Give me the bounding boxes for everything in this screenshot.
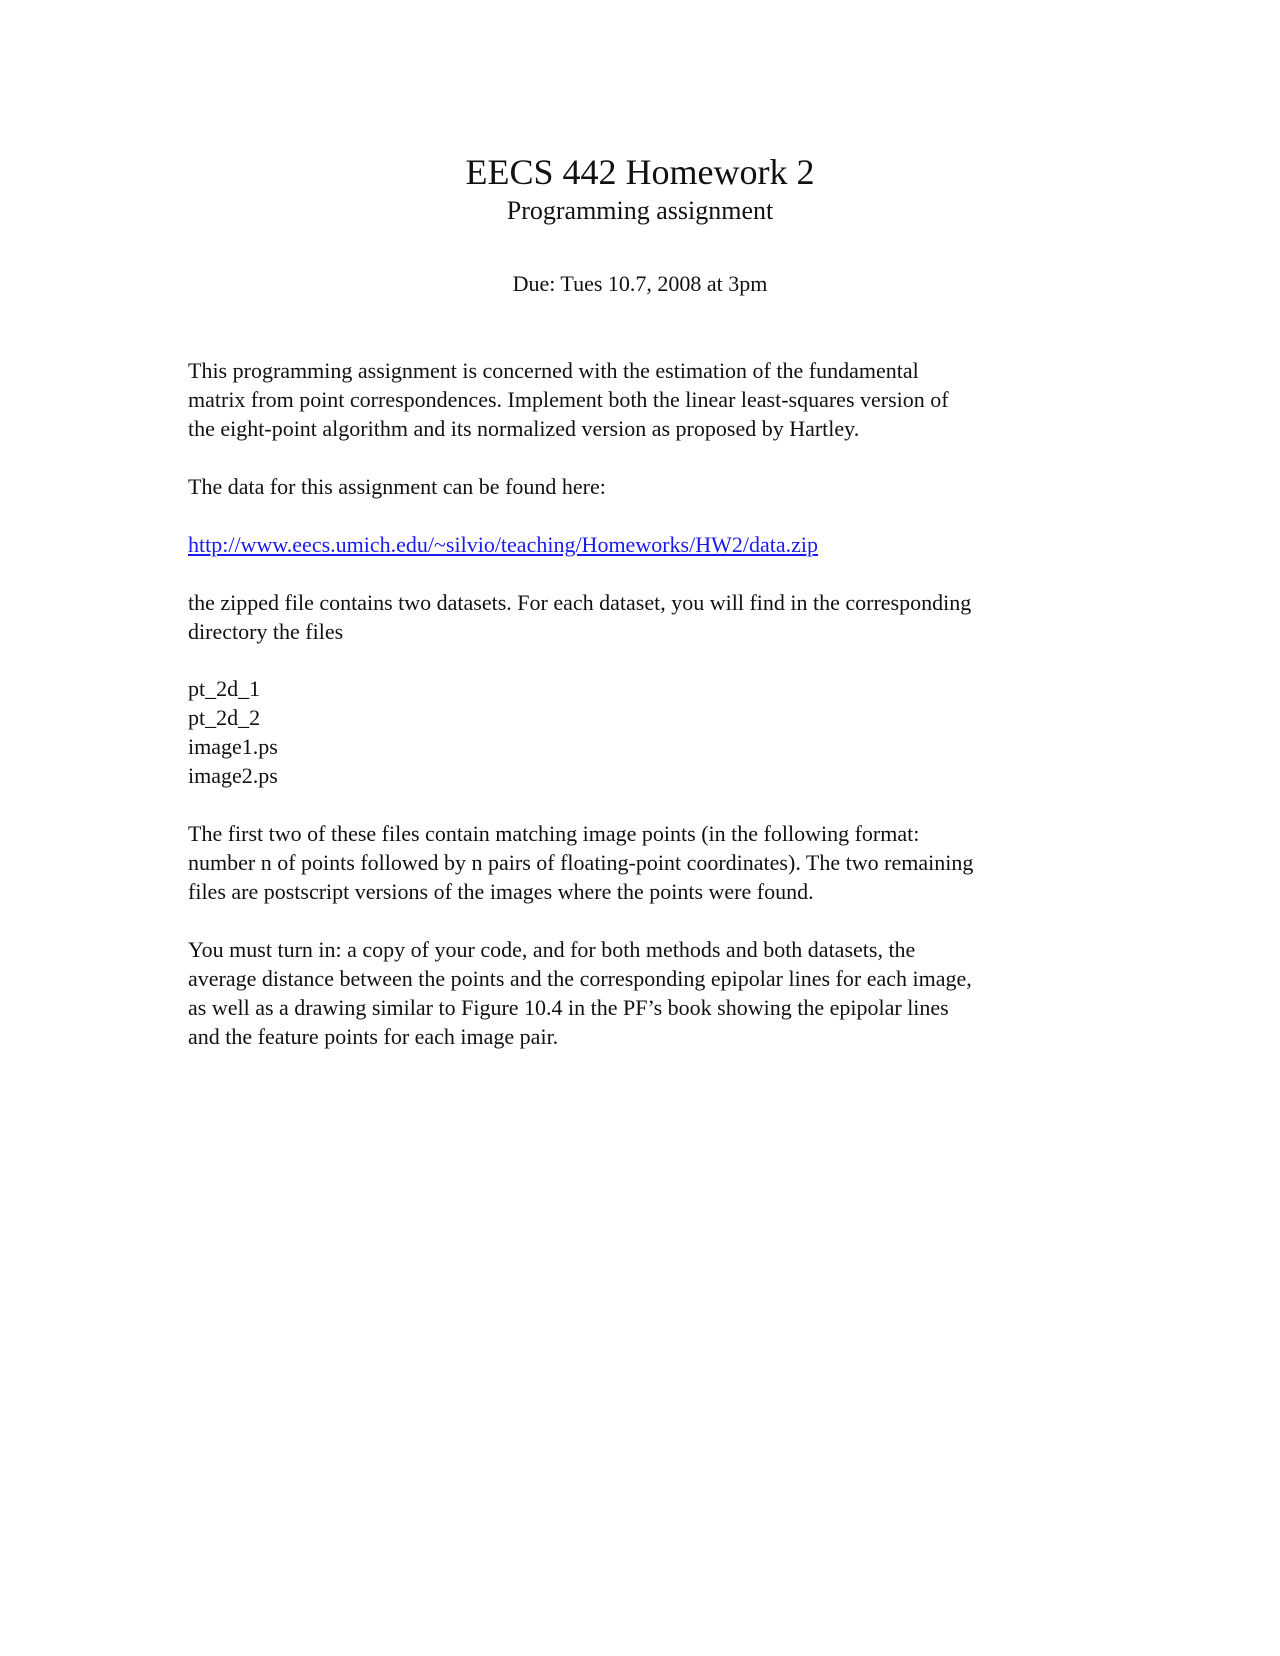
format-line: files are postscript versions of the images where the points were found. [188,879,814,904]
file-list-item: pt_2d_2 [188,705,261,730]
turn-in-line: average distance between the points and the corresponding epipolar lines for each image, [188,966,972,991]
data-zip-link[interactable]: http://www.eecs.umich.edu/~silvio/teaching/Homeworks/HW2/data.zip [188,532,818,557]
format-paragraph [188,819,1108,906]
file-list [188,674,1108,790]
data-link-paragraph [188,530,1108,559]
zip-line: the zipped file contains two datasets. For each dataset, you will find in the corresponding [188,590,972,615]
data-intro-paragraph [188,472,1108,501]
format-line: number n of points followed by n pairs of floating-point coordinates). The two remaining [188,850,974,875]
document-subtitle: Programming assignment [506,196,774,225]
turn-in-line: and the feature points for each image pair. [188,1024,559,1049]
due-date: Due: Tues 10.7, 2008 at 3pm [512,271,768,296]
document-title: EECS 442 Homework 2 [465,152,815,192]
intro-paragraph [188,356,1108,443]
intro-line: matrix from point correspondences. Implement both the linear least-squares version of [188,387,949,412]
turn-in-paragraph [188,935,1108,1051]
intro-line: This programming assignment is concerned with the estimation of the fundamental [188,358,919,383]
format-line: The first two of these files contain matching image points (in the following format: [188,821,920,846]
turn-in-line: You must turn in: a copy of your code, and for both methods and both datasets, the [188,937,916,962]
turn-in-line: as well as a drawing similar to Figure 10.4 in the PF’s book showing the epipolar lines [188,995,949,1020]
data-intro-line: The data for this assignment can be found here: [188,474,606,499]
file-list-item: image1.ps [188,734,278,759]
file-list-item: pt_2d_1 [188,676,261,701]
zip-description-paragraph [188,588,1108,646]
intro-line: the eight-point algorithm and its normalized version as proposed by Hartley. [188,416,860,441]
file-list-item: image2.ps [188,763,278,788]
zip-line: directory the files [188,619,344,644]
